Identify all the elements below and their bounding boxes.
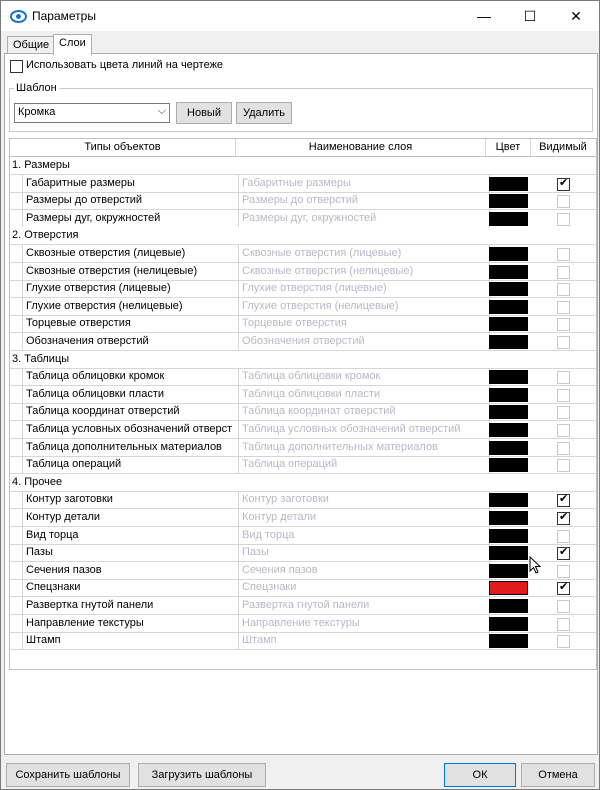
table-row[interactable] <box>10 579 596 597</box>
visible-checkbox[interactable] <box>557 618 570 631</box>
color-swatch[interactable] <box>489 212 528 226</box>
object-type-cell: Развертка гнутой панели <box>23 597 239 614</box>
layer-name-cell[interactable]: Таблица координат отверстий <box>239 403 490 420</box>
color-swatch[interactable] <box>489 581 528 595</box>
object-type-cell: Таблица координат отверстий <box>23 403 239 420</box>
color-swatch[interactable] <box>489 529 528 543</box>
group-label: 2. Отверстия <box>12 229 79 242</box>
row-indent <box>10 175 23 192</box>
object-type-cell: Вид торца <box>23 527 239 544</box>
row-indent <box>10 632 23 649</box>
layer-name-cell[interactable]: Сечения пазов <box>239 562 490 579</box>
row-indent <box>10 597 23 614</box>
color-swatch[interactable] <box>489 177 528 191</box>
visible-checkbox[interactable] <box>557 600 570 613</box>
table-row[interactable] <box>10 192 596 210</box>
visible-checkbox[interactable] <box>557 266 570 279</box>
layer-name-cell[interactable]: Вид торца <box>239 527 490 544</box>
layer-name-cell[interactable]: Таблица облицовки кромок <box>239 368 490 385</box>
table-row[interactable] <box>10 263 596 281</box>
layer-name-cell[interactable]: Направление текстуры <box>239 615 490 632</box>
header-object-types[interactable]: Типы объектов <box>10 139 236 156</box>
layer-name-cell[interactable]: Таблица условных обозначений отверстий <box>239 421 490 438</box>
color-swatch[interactable] <box>489 194 528 208</box>
row-indent <box>10 615 23 632</box>
object-type-cell: Размеры до отверстий <box>23 192 239 209</box>
visible-checkbox[interactable] <box>557 389 570 402</box>
row-indent <box>10 368 23 385</box>
object-type-cell: Сквозные отверстия (нелицевые) <box>23 263 239 280</box>
visible-checkbox[interactable] <box>557 424 570 437</box>
color-swatch[interactable] <box>489 564 528 578</box>
layers-grid <box>9 138 597 670</box>
color-swatch[interactable] <box>489 599 528 613</box>
layer-name-cell[interactable]: Спецзнаки <box>239 579 490 596</box>
object-type-cell: Спецзнаки <box>23 579 239 596</box>
color-swatch[interactable] <box>489 265 528 279</box>
layer-name-cell[interactable]: Развертка гнутой панели <box>239 597 490 614</box>
table-row[interactable] <box>10 527 596 545</box>
table-row[interactable] <box>10 298 596 316</box>
group-row[interactable] <box>10 157 596 175</box>
mouse-cursor-icon <box>529 556 543 576</box>
visible-checkbox[interactable] <box>557 547 570 560</box>
table-row[interactable] <box>10 210 596 228</box>
object-type-cell: Сквозные отверстия (лицевые) <box>23 245 239 262</box>
color-swatch[interactable] <box>489 634 528 648</box>
table-row[interactable] <box>10 491 596 509</box>
maximize-button[interactable]: ☐ <box>523 8 537 24</box>
row-indent <box>10 491 23 508</box>
color-swatch[interactable] <box>489 282 528 296</box>
layers-panel <box>4 53 598 755</box>
row-indent <box>10 439 23 456</box>
visible-checkbox[interactable] <box>557 582 570 595</box>
close-button[interactable]: ✕ <box>570 8 582 24</box>
row-indent <box>10 456 23 473</box>
ok-button[interactable]: ОК <box>444 763 516 787</box>
color-swatch[interactable] <box>489 546 528 560</box>
table-row[interactable] <box>10 280 596 298</box>
object-type-cell: Таблица условных обозначений отверст <box>23 421 239 438</box>
group-label: 1. Размеры <box>12 159 70 171</box>
object-type-cell: Штамп <box>23 632 239 649</box>
layer-name-cell[interactable]: Таблица дополнительных материалов <box>239 439 490 456</box>
object-type-cell: Таблица облицовки кромок <box>23 368 239 385</box>
row-indent <box>10 403 23 420</box>
row-indent <box>10 298 23 315</box>
object-type-cell: Контур заготовки <box>23 491 239 508</box>
layer-name-cell[interactable]: Обозначения отверстий <box>239 333 490 350</box>
layer-name-cell[interactable]: Пазы <box>239 544 490 561</box>
table-row[interactable] <box>10 439 596 457</box>
table-row[interactable] <box>10 386 596 404</box>
minimize-button[interactable]: — <box>477 8 491 24</box>
layer-name-cell[interactable]: Штамп <box>239 632 490 649</box>
table-row[interactable] <box>10 333 596 351</box>
layer-name-cell[interactable]: Торцевые отверстия <box>239 315 490 332</box>
cancel-button[interactable]: Отмена <box>521 763 595 787</box>
use-colors-checkbox[interactable] <box>10 60 23 73</box>
object-type-cell: Контур детали <box>23 509 239 526</box>
table-row[interactable] <box>10 245 596 263</box>
color-swatch[interactable] <box>489 370 528 384</box>
layer-name-cell[interactable]: Габаритные размеры <box>239 175 490 192</box>
visible-checkbox[interactable] <box>557 530 570 543</box>
table-row[interactable] <box>10 544 596 562</box>
object-type-cell: Обозначения отверстий <box>23 333 239 350</box>
row-indent <box>10 333 23 350</box>
header-layer-name[interactable]: Наименование слоя <box>236 139 486 156</box>
save-templates-button[interactable]: Сохранить шаблоны <box>6 763 130 787</box>
color-swatch[interactable] <box>489 423 528 437</box>
visible-checkbox[interactable] <box>557 406 570 419</box>
eye-icon <box>10 10 27 23</box>
color-swatch[interactable] <box>489 405 528 419</box>
tab-layers[interactable]: Слои <box>53 34 92 55</box>
layer-name-cell[interactable]: Контур детали <box>239 509 490 526</box>
visible-checkbox[interactable] <box>557 336 570 349</box>
object-type-cell: Таблица операций <box>23 456 239 473</box>
table-row[interactable] <box>10 632 596 650</box>
visible-checkbox[interactable] <box>557 494 570 507</box>
object-type-cell: Пазы <box>23 544 239 561</box>
color-swatch[interactable] <box>489 317 528 331</box>
chevron-down-icon: ⌵ <box>157 104 166 117</box>
color-swatch[interactable] <box>489 441 528 455</box>
grid-header <box>10 139 596 157</box>
visible-checkbox[interactable] <box>557 213 570 226</box>
table-row[interactable] <box>10 509 596 527</box>
table-row[interactable] <box>10 421 596 439</box>
row-indent <box>10 509 23 526</box>
load-templates-button[interactable]: Загрузить шаблоны <box>138 763 266 787</box>
row-indent <box>10 527 23 544</box>
color-swatch[interactable] <box>489 247 528 261</box>
visible-checkbox[interactable] <box>557 565 570 578</box>
object-type-cell: Габаритные размеры <box>23 175 239 192</box>
color-swatch[interactable] <box>489 335 528 349</box>
group-row[interactable] <box>10 227 596 245</box>
visible-checkbox[interactable] <box>557 635 570 648</box>
layer-name-cell[interactable]: Глухие отверстия (нелицевые) <box>239 298 490 315</box>
table-row[interactable] <box>10 403 596 421</box>
layer-name-cell[interactable]: Размеры до отверстий <box>239 192 490 209</box>
visible-checkbox[interactable] <box>557 371 570 384</box>
color-swatch[interactable] <box>489 511 528 525</box>
row-indent <box>10 192 23 209</box>
visible-checkbox[interactable] <box>557 459 570 472</box>
row-indent <box>10 386 23 403</box>
row-indent <box>10 280 23 297</box>
object-type-cell: Размеры дуг, окружностей <box>23 210 239 227</box>
group-row[interactable] <box>10 474 596 492</box>
layer-name-cell[interactable]: Таблица операций <box>239 456 490 473</box>
row-indent <box>10 263 23 280</box>
table-row[interactable] <box>10 368 596 386</box>
layer-name-cell[interactable]: Размеры дуг, окружностей <box>239 210 490 227</box>
visible-checkbox[interactable] <box>557 512 570 525</box>
layer-name-cell[interactable]: Контур заготовки <box>239 491 490 508</box>
layer-name-cell[interactable]: Глухие отверстия (лицевые) <box>239 280 490 297</box>
row-indent <box>10 245 23 262</box>
template-combo-value: Кромка <box>18 106 56 118</box>
title-bar[interactable] <box>1 1 599 31</box>
object-type-cell: Торцевые отверстия <box>23 315 239 332</box>
template-group <box>9 82 593 132</box>
table-row[interactable] <box>10 175 596 193</box>
visible-checkbox[interactable] <box>557 283 570 296</box>
visible-checkbox[interactable] <box>557 301 570 314</box>
object-type-cell: Направление текстуры <box>23 615 239 632</box>
group-row[interactable] <box>10 351 596 369</box>
table-row[interactable] <box>10 562 596 580</box>
window-title: Параметры <box>32 9 96 23</box>
layer-name-cell[interactable]: Сквозные отверстия (нелицевые) <box>239 263 490 280</box>
table-row[interactable] <box>10 456 596 474</box>
header-visible[interactable]: Видимый <box>539 141 587 153</box>
row-indent <box>10 421 23 438</box>
table-row[interactable] <box>10 615 596 633</box>
object-type-cell: Таблица дополнительных материалов <box>23 439 239 456</box>
table-row[interactable] <box>10 315 596 333</box>
header-color[interactable]: Цвет <box>486 139 531 156</box>
visible-checkbox[interactable] <box>557 442 570 455</box>
visible-checkbox[interactable] <box>557 178 570 191</box>
row-indent <box>10 579 23 596</box>
group-label: 4. Прочее <box>12 475 63 488</box>
layer-name-cell[interactable]: Таблица облицовки пласти <box>239 386 490 403</box>
delete-template-button[interactable]: Удалить <box>236 102 292 124</box>
tab-general[interactable]: Общие <box>7 36 55 54</box>
layer-name-cell[interactable]: Сквозные отверстия (лицевые) <box>239 245 490 262</box>
template-group-label: Шаблон <box>16 82 57 94</box>
object-type-cell: Таблица облицовки пласти <box>23 386 239 403</box>
row-indent <box>10 210 23 227</box>
new-template-button[interactable]: Новый <box>176 102 232 124</box>
table-row[interactable] <box>10 597 596 615</box>
color-swatch[interactable] <box>489 617 528 631</box>
visible-checkbox[interactable] <box>557 195 570 208</box>
visible-checkbox[interactable] <box>557 248 570 261</box>
object-type-cell: Сечения пазов <box>23 562 239 579</box>
row-indent <box>10 562 23 579</box>
object-type-cell: Глухие отверстия (нелицевые) <box>23 298 239 315</box>
visible-checkbox[interactable] <box>557 318 570 331</box>
color-swatch[interactable] <box>489 458 528 472</box>
row-indent <box>10 315 23 332</box>
use-colors-label: Использовать цвета линий на чертеже <box>26 59 224 71</box>
row-indent <box>10 544 23 561</box>
color-swatch[interactable] <box>489 493 528 507</box>
group-label: 3. Таблицы <box>12 352 70 365</box>
object-type-cell: Глухие отверстия (лицевые) <box>23 280 239 297</box>
color-swatch[interactable] <box>489 388 528 402</box>
color-swatch[interactable] <box>489 300 528 314</box>
template-combo[interactable] <box>14 103 170 123</box>
